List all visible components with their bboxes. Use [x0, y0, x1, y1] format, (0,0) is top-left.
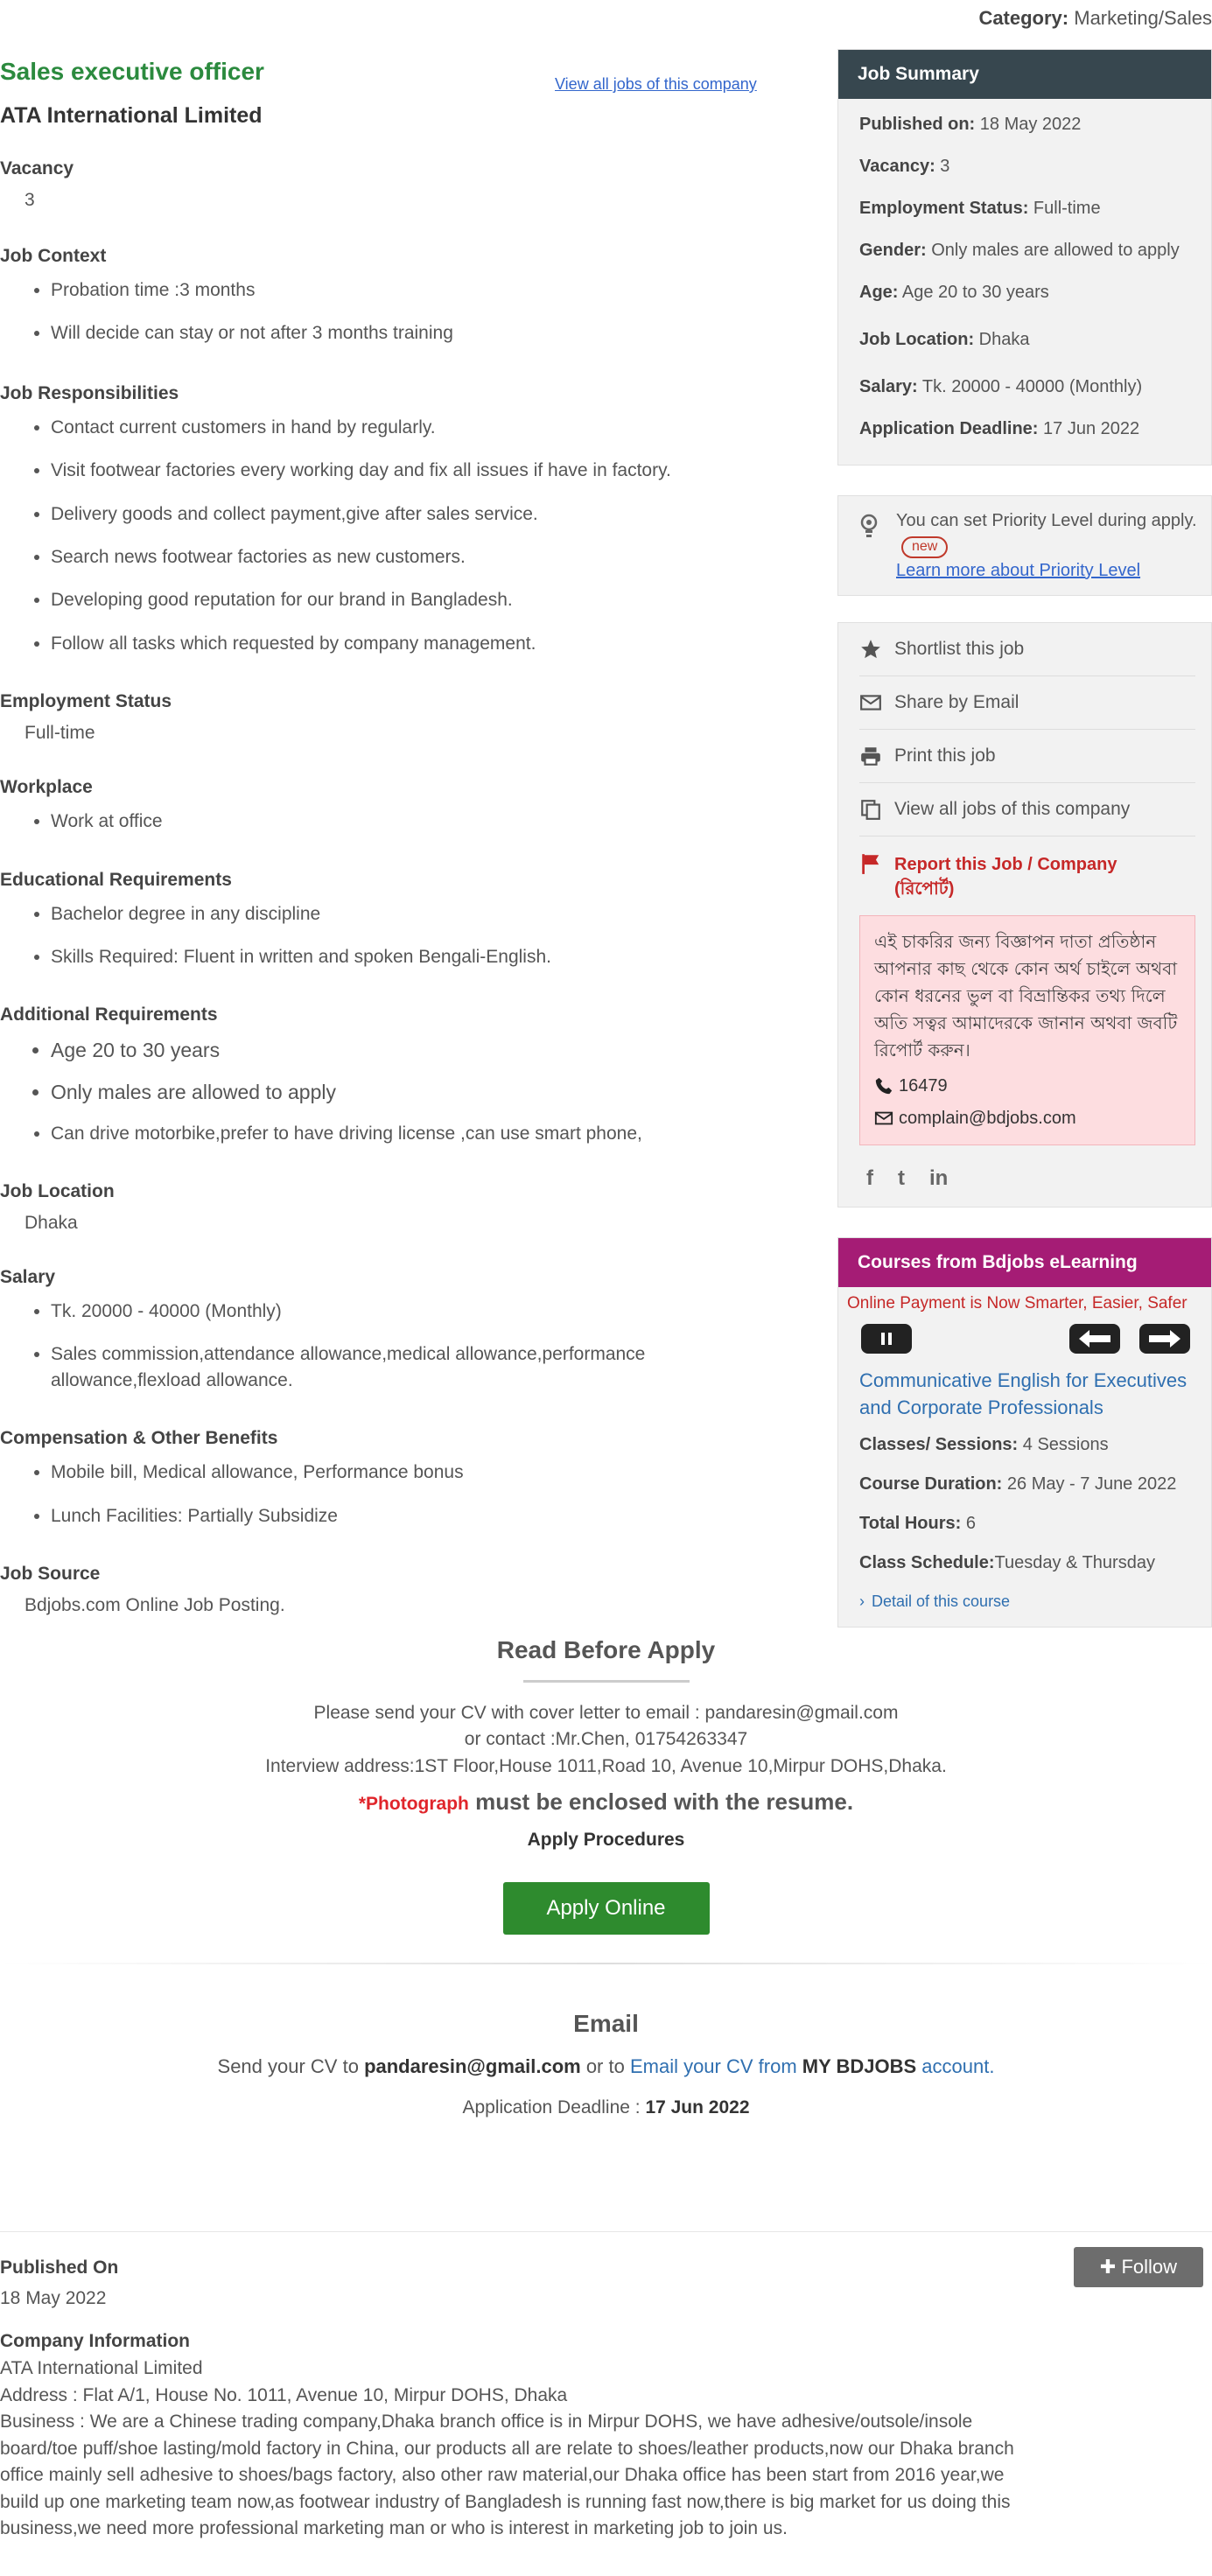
- salary-section: [0, 1267, 788, 1393]
- benefits-section: [0, 1428, 788, 1529]
- fraud-warning-text: এই চাকরির জন্য বিজ্ঞাপন দাতা প্রতিষ্ঠান আপনার কাছ থেকে কোন অর্থ চাইলে অথবা কোন ধরনের ভুল বা বিভ্রান্তিকর তথ্য দিলে অতি সত্বর আমাদেরকে জানান অথবা জবটি রিপোর্ট করুন।: [874, 930, 1178, 1060]
- list-item: • Developing good reputation for our brand in Bangladesh.: [51, 587, 788, 612]
- category-label: Category:: [978, 7, 1069, 29]
- payment-marquee: Online Payment is Now Smarter, Easier, Safer: [847, 1293, 1187, 1312]
- copy-icon: [859, 798, 882, 821]
- section-title: Compensation & Other Benefits: [0, 1428, 278, 1449]
- priority-level-link[interactable]: Learn more about Priority Level: [896, 560, 1141, 580]
- course-detail-link[interactable]: › Detail of this course: [859, 1592, 1011, 1611]
- apply-section: [0, 1636, 1212, 2118]
- job-location-section: [0, 1181, 788, 1234]
- report-label: Report this Job / Company (রিপোর্ট): [894, 854, 1117, 899]
- section-title: Job Responsibilities: [0, 382, 179, 403]
- job-details: [0, 58, 788, 1616]
- social-share: [859, 1145, 1195, 1191]
- arrow-right-icon: [1147, 1328, 1182, 1349]
- list-item: • Delivery goods and collect payment,give after sales service.: [51, 501, 788, 527]
- phone-icon: [874, 1076, 893, 1096]
- list-item: • Tk. 20000 - 40000 (Monthly): [51, 1298, 788, 1324]
- twitter-icon[interactable]: t: [898, 1166, 905, 1190]
- sidebar: [837, 49, 1212, 1628]
- lightbulb-icon: [859, 514, 879, 540]
- read-before-line: or contact :Mr.Chen, 01754263347: [464, 1729, 748, 1750]
- list-item: • Only males are allowed to apply: [51, 1078, 788, 1106]
- chevron-right-icon: ›: [859, 1592, 865, 1611]
- company-address: Address : Flat A/1, House No. 1011, Avenue 10, Mirpur DOHS, Dhaka: [0, 2384, 568, 2405]
- summary-location: Job Location: Dhaka: [859, 330, 1030, 349]
- shortlist-job-button[interactable]: [859, 623, 1195, 676]
- course-title-link[interactable]: Communicative English for Executives and Corporate Professionals: [859, 1368, 1187, 1418]
- published-on-title: Published On: [0, 2258, 119, 2278]
- star-icon: [859, 638, 882, 661]
- prev-button[interactable]: [1069, 1324, 1120, 1354]
- apply-online-button[interactable]: Apply Online: [503, 1882, 710, 1935]
- flag-icon: [859, 852, 882, 875]
- warning-email[interactable]: complain@bdjobs.com: [874, 1105, 1182, 1132]
- company-info-title: Company Information: [0, 2331, 191, 2352]
- employment-status-value: Full-time: [25, 723, 95, 744]
- section-title: Educational Requirements: [0, 869, 232, 890]
- divider: [0, 1963, 1212, 1964]
- summary-vacancy: Vacancy: 3: [859, 157, 950, 176]
- summary-employment-status: Employment Status: Full-time: [859, 199, 1101, 218]
- summary-published: Published on: 18 May 2022: [859, 115, 1082, 134]
- print-job-button[interactable]: [859, 730, 1195, 783]
- print-label: Print this job: [894, 745, 996, 766]
- courses-box: [837, 1237, 1212, 1628]
- list-item: • Contact current customers in hand by regularly.: [51, 415, 788, 440]
- photograph-notice: *Photograph must be enclosed with the resume.: [358, 1788, 854, 1816]
- email-section-title: Email: [573, 2010, 639, 2038]
- list-item: • Work at office: [51, 808, 788, 834]
- vacancy-value: 3: [25, 190, 35, 210]
- facebook-icon[interactable]: f: [866, 1166, 873, 1190]
- section-title: Employment Status: [0, 691, 172, 712]
- application-deadline: Application Deadline : 17 Jun 2022: [462, 2097, 750, 2118]
- course-hours: Total Hours: 6: [859, 1514, 976, 1534]
- summary-gender: Gender: Only males are allowed to apply: [859, 241, 1180, 260]
- job-summary-header: Job Summary: [838, 50, 1211, 99]
- company-business: Business : We are a Chinese trading company,Dhaka branch office is in Mirpur DOHS, we have adhesive/outsole/insole board/toe puff/shoe lasting/mold factory in China, our products all are relate to shoes/leather products,now our Dhaka branch office mainly sell adhesive to shoes/bags factory, also other raw material,our Dhaka office has been start from 2016 year,we build up one marketing team now,as footwear industry of Bangladesh is running fast now,there is big market for us doing this business,we need more professional marketing man or who is interest in marketing job to join us.: [0, 2412, 1014, 2539]
- warning-phone: 16479: [874, 1073, 1182, 1100]
- section-title: Job Location: [0, 1181, 115, 1202]
- linkedin-icon[interactable]: in: [929, 1166, 949, 1190]
- published-on-value: 18 May 2022: [0, 2288, 107, 2308]
- section-title: Workplace: [0, 777, 93, 798]
- job-source-section: [0, 1564, 788, 1616]
- course-schedule: Class Schedule:Tuesday & Thursday: [859, 1553, 1155, 1573]
- company-info-name: ATA International Limited: [0, 2358, 203, 2379]
- additional-requirements-section: [0, 1004, 788, 1146]
- company-name: ATA International Limited: [0, 103, 263, 128]
- read-before-line: Interview address:1ST Floor,House 1011,Road 10, Avenue 10,Mirpur DOHS,Dhaka.: [265, 1755, 947, 1776]
- course-duration: Course Duration: 26 May - 7 June 2022: [859, 1474, 1177, 1494]
- job-location-value: Dhaka: [25, 1213, 78, 1234]
- list-item: • Lunch Facilities: Partially Subsidize: [51, 1503, 788, 1529]
- section-title: Salary: [0, 1267, 56, 1288]
- responsibilities-section: [0, 383, 788, 656]
- list-item: • Will decide can stay or not after 3 months training: [51, 320, 788, 346]
- category-value: Marketing/Sales: [1074, 7, 1212, 29]
- company-footer: [0, 2258, 1050, 2543]
- list-item: • Search news footwear factories as new customers.: [51, 544, 788, 570]
- summary-deadline: Application Deadline: 17 Jun 2022: [859, 419, 1140, 438]
- list-item: • Follow all tasks which requested by company management.: [51, 631, 788, 656]
- section-title: Additional Requirements: [0, 1004, 218, 1026]
- envelope-icon: [874, 1109, 893, 1128]
- report-job-button[interactable]: [859, 836, 1195, 915]
- view-all-jobs-link[interactable]: View all jobs of this company: [555, 75, 757, 93]
- share-email-label: Share by Email: [894, 691, 1019, 712]
- list-item: • Age 20 to 30 years: [51, 1036, 788, 1064]
- share-email-button[interactable]: [859, 676, 1195, 730]
- divider: [0, 2231, 1212, 2232]
- education-section: [0, 870, 788, 970]
- read-before-line: Please send your CV with cover letter to email : pandaresin@gmail.com: [313, 1703, 899, 1723]
- envelope-icon: [859, 691, 882, 714]
- courses-header: Courses from Bdjobs eLearning: [838, 1238, 1211, 1287]
- list-item: • Mobile bill, Medical allowance, Performance bonus: [51, 1460, 788, 1485]
- email-cv-link[interactable]: Email your CV from MY BDJOBS account.: [629, 2055, 995, 2078]
- job-title: Sales executive officer: [0, 58, 264, 85]
- divider: [523, 1680, 690, 1683]
- apply-procedures-title: Apply Procedures: [527, 1830, 685, 1851]
- employment-status-section: [0, 691, 788, 744]
- shortlist-label: Shortlist this job: [894, 638, 1025, 659]
- vacancy-section: [0, 158, 788, 211]
- pause-icon: [878, 1330, 895, 1348]
- workplace-section: [0, 777, 788, 834]
- summary-salary: Salary: Tk. 20000 - 40000 (Monthly): [859, 377, 1143, 396]
- new-badge: new: [901, 536, 948, 558]
- next-button[interactable]: [1139, 1324, 1190, 1354]
- list-item: • Bachelor degree in any discipline: [51, 901, 788, 927]
- summary-age: Age: Age 20 to 30 years: [859, 283, 1049, 302]
- category-line: [978, 7, 1212, 30]
- job-context-section: [0, 246, 788, 346]
- job-source-value: Bdjobs.com Online Job Posting.: [25, 1595, 285, 1616]
- course-sessions: Classes/ Sessions: 4 Sessions: [859, 1435, 1109, 1455]
- plus-icon: ✚: [1099, 2256, 1117, 2278]
- job-summary-box: [837, 49, 1212, 466]
- email-instruction: Send your CV to pandaresin@gmail.com or to Email your CV from MY BDJOBS account.: [217, 2055, 995, 2078]
- section-title: Job Context: [0, 246, 107, 266]
- list-item: • Probation time :3 months: [51, 277, 788, 303]
- pause-button[interactable]: [861, 1324, 912, 1354]
- view-company-jobs-label: View all jobs of this company: [894, 798, 1131, 819]
- list-item: • Visit footwear factories every working day and fix all issues if have in factory.: [51, 458, 788, 483]
- priority-level-box: [837, 495, 1212, 596]
- list-item: • Skills Required: Fluent in written and spoken Bengali-English.: [51, 944, 788, 970]
- read-before-apply-title: Read Before Apply: [496, 1636, 716, 1663]
- list-item: • Sales commission,attendance allowance,medical allowance,performance allowance,flexload allowance.: [51, 1341, 716, 1393]
- job-actions-box: [837, 622, 1212, 1208]
- fraud-warning-box: [859, 915, 1195, 1145]
- arrow-left-icon: [1077, 1328, 1112, 1349]
- view-company-jobs-button[interactable]: [859, 783, 1195, 836]
- follow-button[interactable]: ✚ Follow: [1074, 2247, 1203, 2287]
- section-title: Vacancy: [0, 158, 74, 178]
- section-title: Job Source: [0, 1564, 101, 1585]
- printer-icon: [859, 745, 882, 767]
- priority-text: You can set Priority Level during apply.: [896, 511, 1197, 530]
- list-item: • Can drive motorbike,prefer to have driving license ,can use smart phone,: [51, 1121, 788, 1146]
